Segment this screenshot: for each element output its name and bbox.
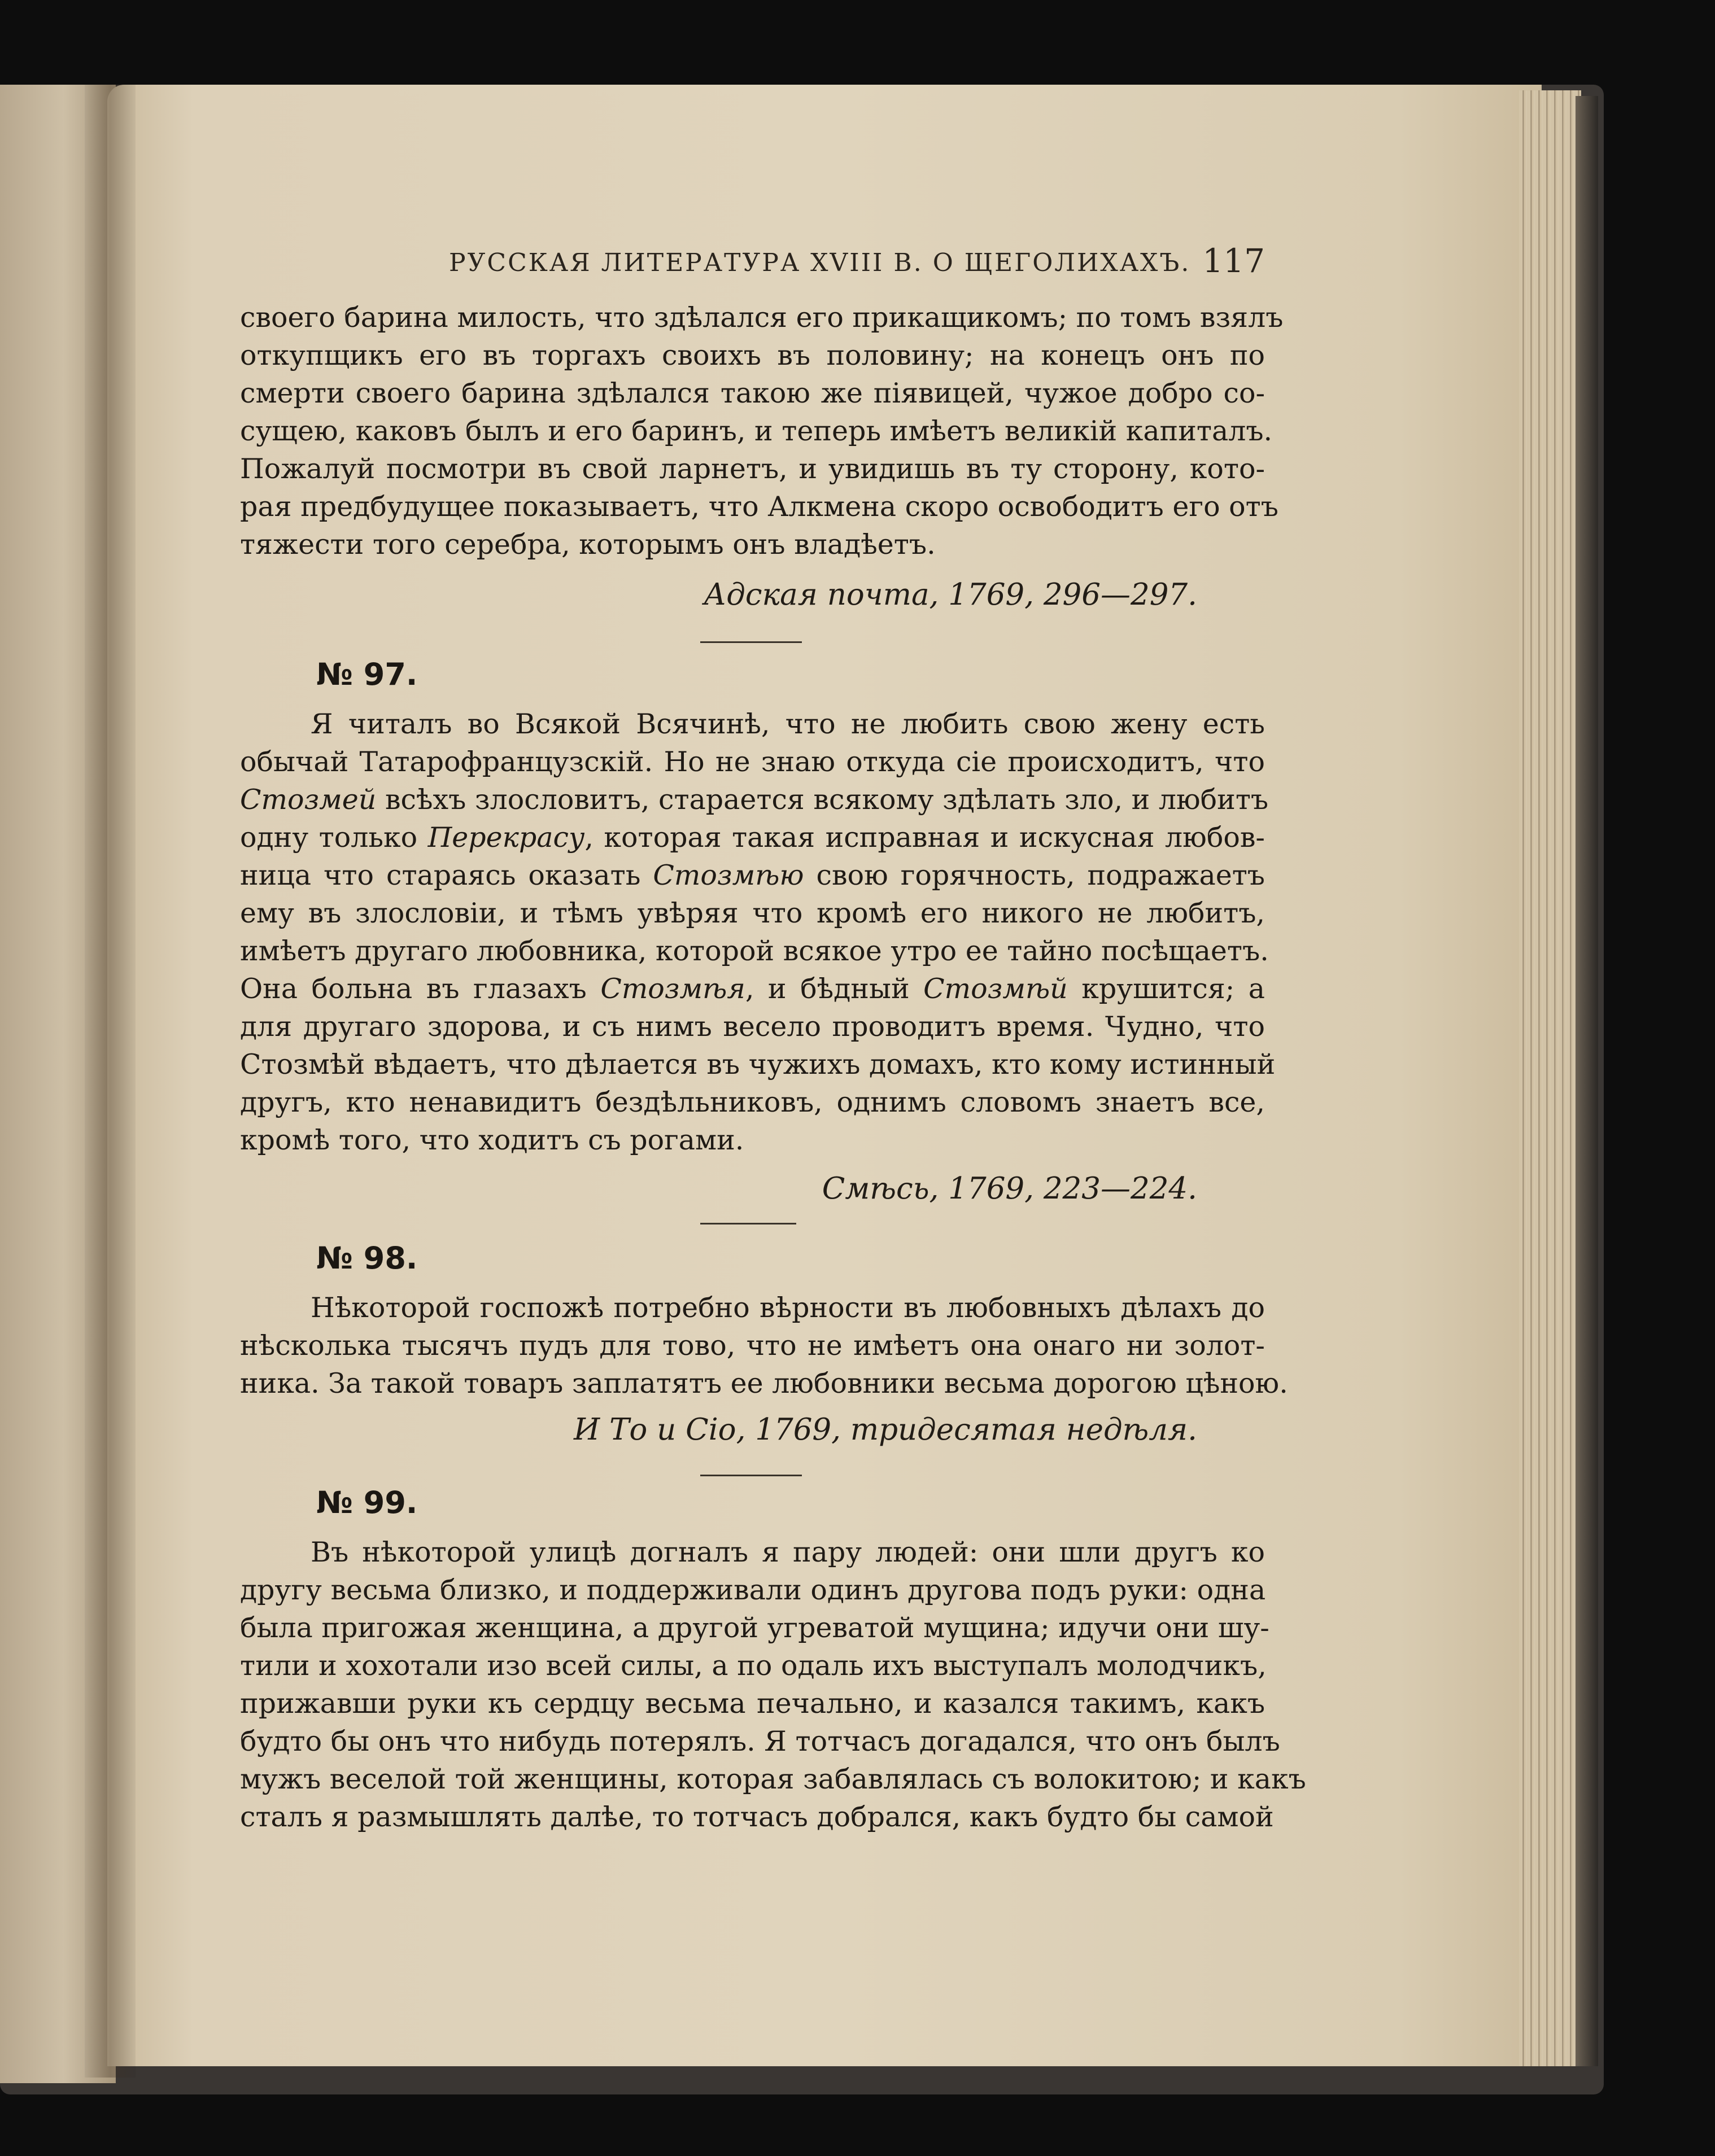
- name-stozmey: Стозмѣю: [653, 859, 804, 891]
- text-fragment: , и бѣдный: [745, 973, 924, 1005]
- text-fragment: свою горячность, подражаетъ: [804, 859, 1265, 891]
- text-line: откупщикъ его въ торгахъ своихъ въ половину; на конецъ онъ по: [240, 339, 1265, 371]
- name-stozmey: Стозмей: [240, 784, 377, 816]
- text-line: прижавши руки къ сердцу весьма печально, и казался такимъ, какъ: [240, 1687, 1265, 1720]
- entry-number: № 98.: [316, 1240, 418, 1276]
- text-line: Въ нѣкоторой улицѣ догналъ я пару людей: они шли другъ ко: [311, 1536, 1265, 1568]
- text-line: другъ, кто ненавидитъ бездѣльниковъ, однимъ словомъ знаетъ все,: [240, 1086, 1265, 1118]
- text-line: кромѣ того, что ходитъ съ рогами.: [240, 1124, 744, 1156]
- text-line: другу весьма близко, и поддерживали одинъ другова подъ руки: одна: [240, 1574, 1266, 1606]
- text-line: была пригожая женщина, а другой угреватой мущина; идучи они шу-: [240, 1612, 1269, 1644]
- text-line: имѣетъ другаго любовника, которой всякое утро ее тайно посѣщаетъ.: [240, 935, 1269, 967]
- text-line: нѣсколька тысячъ пудъ для тово, что не имѣетъ она онаго ни золот-: [240, 1330, 1265, 1362]
- text-fragment: крушится; а: [1067, 973, 1265, 1005]
- text-line: Стозмѣй вѣдаетъ, что дѣлается въ чужихъ домахъ, кто кому истинный: [240, 1048, 1276, 1081]
- text-fragment: , которая такая исправная и искусная любов-: [584, 821, 1265, 854]
- text-line: будто бы онъ что нибудь потерялъ. Я тотчасъ догадался, что онъ былъ: [240, 1725, 1280, 1757]
- text-line: [240, 859, 1265, 893]
- section-divider: [700, 641, 802, 643]
- text-line: ему въ злословіи, и тѣмъ увѣряя что кромѣ его никого не любитъ,: [240, 897, 1265, 929]
- text-fragment: ница что стараясь оказать: [240, 859, 653, 891]
- text-line: ника. За такой товаръ заплатятъ ее любовники весьма дорогою цѣною.: [240, 1367, 1288, 1400]
- page-stack-edges: [1519, 90, 1581, 2066]
- text-line: тили и хохотали изо всей силы, а по одаль ихъ выступалъ молодчикъ,: [240, 1650, 1267, 1682]
- source-citation: Адская почта, 1769, 296—297.: [704, 578, 1197, 612]
- text-line: Я читалъ во Всякой Всячинѣ, что не любить свою жену есть: [311, 708, 1265, 740]
- section-divider: [700, 1223, 796, 1224]
- text-line: Пожалуй посмотри въ свой ларнетъ, и увидишь въ ту сторону, кото-: [240, 453, 1265, 485]
- name-perekrasa: Перекрасу: [427, 821, 585, 854]
- page-header: [240, 242, 1265, 294]
- text-line: сталъ я размышлять далѣе, то тотчасъ добрался, какъ будто бы самой: [240, 1801, 1274, 1833]
- text-line: сущею, каковъ былъ и его баринъ, и теперь имѣетъ великій капиталъ.: [240, 415, 1273, 447]
- entry-number: № 97.: [316, 657, 418, 692]
- text-fragment: одну только: [240, 821, 428, 854]
- text-line: своего барина милость, что здѣлался его прикащикомъ; по томъ взялъ: [240, 301, 1284, 334]
- entry-number: № 99.: [316, 1485, 418, 1520]
- text-line: обычай Татарофранцузскій. Но не знаю откуда сіе происходитъ, что: [240, 746, 1265, 778]
- text-line: рая предбудущее показываетъ, что Алкмена скоро освободитъ его отъ: [240, 491, 1278, 523]
- text-fragment: Она больна въ глазахъ: [240, 973, 601, 1005]
- page-number: 117: [1202, 242, 1265, 280]
- text-line: [240, 972, 1265, 1006]
- running-head: РУССКАЯ ЛИТЕРАТУРА XVIII В. О ЩЕГОЛИХАХЪ.: [449, 248, 1191, 277]
- text-line: [240, 821, 1265, 855]
- text-line: мужъ веселой той женщины, которая забавлялась съ волокитою; и какъ: [240, 1763, 1306, 1795]
- text-line: для другаго здорова, и съ нимъ весело проводитъ время. Чудно, что: [240, 1011, 1265, 1043]
- text-fragment: всѣхъ злословитъ, старается всякому здѣлать зло, и любитъ: [376, 784, 1269, 816]
- page-gutter-shadow: [85, 85, 136, 2078]
- name-stozmey: Стозмѣя: [600, 973, 745, 1005]
- text-line: тяжести того серебра, которымъ онъ владѣетъ.: [240, 528, 936, 561]
- text-line: смерти своего барина здѣлался такою же піявицей, чужое добро со-: [240, 377, 1265, 409]
- source-citation: Смѣсь, 1769, 223—224.: [822, 1171, 1197, 1206]
- source-citation: И То и Сіо, 1769, тридесятая недѣля.: [574, 1412, 1197, 1447]
- text-line: [240, 783, 1269, 817]
- section-divider: [700, 1475, 802, 1476]
- name-stozmey: Стозмѣй: [923, 973, 1068, 1005]
- text-line: Нѣкоторой госпожѣ потребно вѣрности въ любовныхъ дѣлахъ до: [311, 1292, 1265, 1324]
- cover-edge: [1576, 96, 1598, 2066]
